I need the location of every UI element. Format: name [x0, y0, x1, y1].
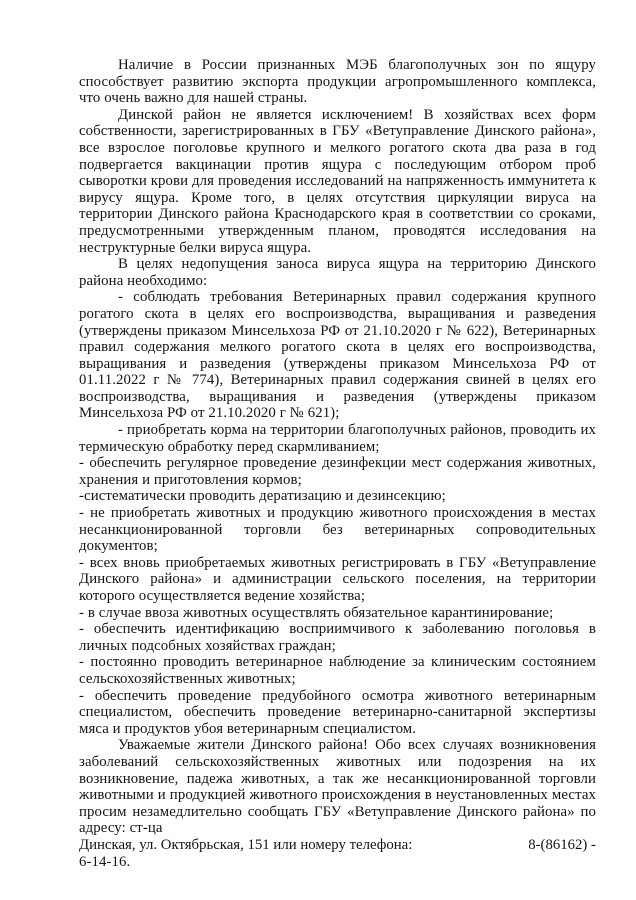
bullet-registration: - всех вновь приобретаемых животных регистрировать в ГБУ «Ветуправление Динского района» и администрации сельского поселения, на территории которого осуществляется ведение хозяйства; — [79, 554, 596, 604]
paragraph-dinskoy-vaccination: Динской район не является исключением! В хозяйствах всех форм собственности, зарегистрированных в ГБУ «Ветуправление Динского района», все взрослое поголовье крупного и мелкого рогатого скота два раза в год подвергается вакцинации против ящура с последующим отбором проб сыворотки крови для проведения исследований на напряженность иммунитета к вирусу ящура. Кроме того, в целях отсутствия циркуляции вируса на территории Динского района Краснодарского края в соответствии со сроками, предусмотренными утвержденным планом, проводятся исследования на неструктурные белки вируса ящура. — [79, 106, 596, 256]
contact-line — [79, 837, 596, 854]
bullet-vet-rules: - соблюдать требования Ветеринарных правил содержания крупного рогатого скота в целях его воспроизводства, выращивания и разведения (утверждены приказом Минсельхоза РФ от 21.10.2020 г № 622), Ветеринарных правил содержания мелкого рогатого скота в целях его воспроизводства, выращивания и разведения (утверждены приказом Минсельхоза РФ от 01.11.2022 г № 774), Ветеринарных правил содержания свиней в целях его воспроизводства, выращивания и разведения (утверждены приказом Минсельхоза РФ от 21.10.2020 г № 621); — [79, 289, 596, 422]
address-phone-label: Динская, ул. Октябрьская, 151 или номеру телефона: — [79, 836, 413, 853]
bullet-identification: - обеспечить идентификацию восприимчивого к заболеванию поголовья в личных подсобных хозяйствах граждан; — [79, 621, 596, 654]
bullet-quarantine: - в случае ввоза животных осуществлять обязательное карантинирование; — [79, 604, 554, 621]
text-block — [79, 57, 596, 870]
phone-number-part2: 6-14-16. — [79, 853, 131, 870]
paragraph-intro-export: Наличие в России признанных МЭБ благополучных зон по ящуру способствует развитию экспорта продукции агропромышленного комплекса, что очень важно для нашей страны. — [79, 57, 596, 107]
bullet-disinfection: - обеспечить регулярное проведение дезинфекции мест содержания животных, хранения и приготовления кормов; — [79, 455, 596, 488]
phone-number-part1: 8-(86162) - — [528, 836, 596, 853]
bullet-slaughter-inspection: - обеспечить проведение предубойного осмотра животного ветеринарным специалистом, обеспечить проведение ветеринарно-санитарной экспертизы мяса и продуктов убоя ветеринарным специалистом. — [79, 687, 596, 737]
bullet-vet-observation: - постоянно проводить ветеринарное наблюдение за клиническим состоянием сельскохозяйственных животных; — [79, 654, 596, 687]
paragraph-prevention-goal: В целях недопущения заноса вируса ящура на территорию Динского района необходимо: — [79, 256, 596, 289]
closing-paragraph: Уважаемые жители Динского района! Обо всех случаях возникновения заболеваний сельскохозяйственных животных или подозрения на их возникновение, падежа животных, а так же несанкционированной торговли животными и продукцией животного происхождения в неустановленных местах просим незамедлительно сообщать ГБУ «Ветуправление Динского района» по адресу: ст-ца — [79, 737, 596, 837]
bullet-feed: - приобретать корма на территории благополучных районов, проводить их термическую обработку перед скармливанием; — [79, 422, 596, 455]
bullet-deratization: -систематически проводить дератизацию и дезинсекцию; — [79, 488, 446, 505]
bullet-no-unauthorized-purchase: - не приобретать животных и продукцию животного происхождения в местах несанкционированной торговли без ветеринарных сопроводительных документов; — [79, 505, 596, 555]
